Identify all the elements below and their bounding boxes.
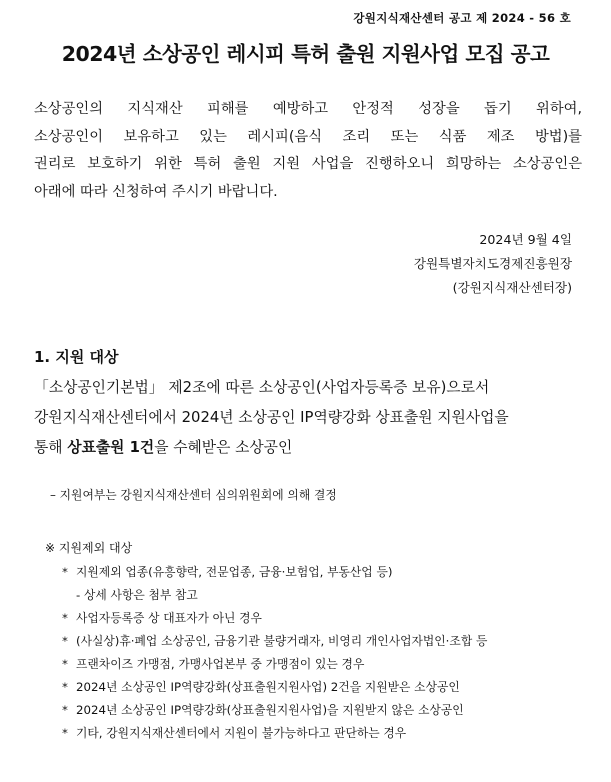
bullet-star: * (62, 703, 68, 717)
bullet-star: * (62, 611, 68, 625)
intro-line: 권리로 보호하기 위한 특허 출원 지원 사업을 진행하오니 희망하는 소상공인은 (34, 156, 582, 172)
list-item-text: 지원제외 업종(유흥향락, 전문업종, 금융·보험업, 부동산업 등) (76, 565, 393, 579)
intro-line: 소상공인의 지식재산 피해를 예방하고 안정적 성장을 돕기 위하여, (34, 101, 582, 117)
issuer-name: 강원특별자치도경제진흥원장 (413, 256, 572, 271)
bullet-star: * (62, 680, 68, 694)
bullet-star: * (62, 565, 68, 579)
list-item (62, 722, 487, 745)
list-item-text: 사업자등록증 상 대표자가 아닌 경우 (76, 611, 262, 625)
selection-note: – 지원여부는 강원지식재산센터 심의위원회에 의해 결정 (50, 488, 337, 502)
list-item (62, 561, 487, 584)
intro-line: 소상공인이 보유하고 있는 레시피(음식 조리 또는 식품 제조 방법)를 (34, 128, 582, 145)
page-title: 2024년 소상공인 레시피 특허 출원 지원사업 모집 공고 (61, 42, 550, 66)
bullet-star: * (62, 657, 68, 671)
issuer-subtitle: (강원지식재산센터장) (452, 280, 572, 295)
section-title: 1. 지원 대상 (34, 348, 119, 366)
eligibility-paragraph (34, 373, 594, 463)
eligibility-line (34, 433, 594, 463)
announcement-date: 2024년 9월 4일 (479, 232, 572, 247)
eligibility-line: 강원지식재산센터에서 2024년 소상공인 IP역량강화 상표출원 지원사업을 (34, 409, 509, 426)
list-item-text: 2024년 소상공인 IP역량강화(상표출원지원사업) 2건을 지원받은 소상공인 (76, 680, 460, 694)
list-item-text: (사실상)휴·폐업 소상공인, 금융기관 불량거래자, 비영리 개인사업자법인·조합 등 (76, 634, 488, 648)
list-item-text: 2024년 소상공인 IP역량강화(상표출원지원사업)을 지원받지 않은 소상공인 (76, 703, 464, 717)
list-item (62, 630, 487, 653)
eligibility-text: 을 수혜받은 소상공인 (154, 439, 293, 456)
bullet-star: * (62, 726, 68, 740)
eligibility-text: 통해 (34, 439, 68, 456)
eligibility-highlight: 상표출원 1건 (67, 439, 155, 456)
bullet-star: * (62, 634, 68, 648)
list-sub-item: - 상세 사항은 첨부 참고 (76, 588, 198, 602)
list-item (62, 676, 487, 699)
document-number: 강원지식재산센터 공고 제 2024 - 56 호 (353, 11, 571, 25)
exclusion-list (62, 561, 487, 745)
list-item (62, 699, 487, 722)
exclusion-title: ※ 지원제외 대상 (45, 541, 133, 555)
list-item (62, 653, 487, 676)
intro-line: 아래에 따라 신청하여 주시기 바랍니다. (34, 183, 278, 200)
list-item-text: 프랜차이즈 가맹점, 가맹사업본부 중 가맹점이 있는 경우 (76, 657, 365, 671)
list-item (62, 607, 487, 630)
eligibility-line: 「소상공인기본법」 제2조에 따른 소상공인(사업자등록증 보유)으로서 (34, 379, 490, 396)
list-item-text: 기타, 강원지식재산센터에서 지원이 불가능하다고 판단하는 경우 (76, 726, 407, 740)
intro-paragraph (34, 96, 582, 206)
